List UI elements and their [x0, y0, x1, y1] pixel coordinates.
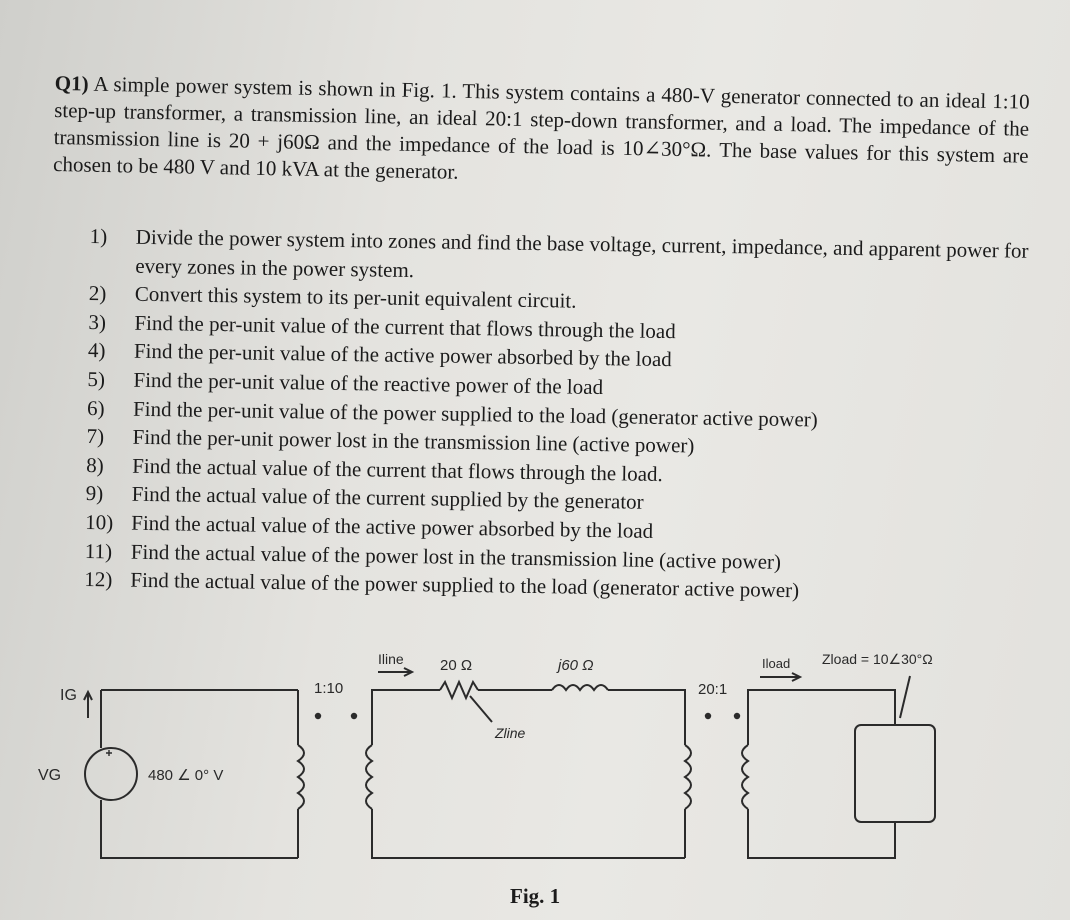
line-bottom-wire [372, 809, 685, 858]
t1-primary-dot [315, 713, 321, 719]
r-line-label: 20 Ω [440, 657, 473, 674]
t2-secondary-dot [734, 713, 740, 719]
item-text: Find the actual value of the power lost in the transmission line (active power) [130, 539, 782, 574]
zload-pointer [900, 676, 910, 718]
item-number: 9) [85, 481, 104, 506]
source-voltage-label: 480 ∠ 0° V [148, 767, 224, 784]
item-text: Find the per-unit power lost in the transmission line (active power) [132, 424, 695, 458]
item-number: 5) [87, 366, 106, 392]
load-impedance-box [855, 725, 935, 822]
resistor-icon [440, 682, 478, 698]
item-text: Find the per-unit value of the current that flows through the load [134, 310, 676, 343]
plus-icon [106, 750, 112, 756]
item-text: Find the per-unit value of the power supplied to the load (generator active power) [132, 396, 818, 432]
ig-label: IG [60, 687, 77, 704]
x-line-label: j60 Ω [558, 657, 594, 674]
line-top-wire-c [608, 690, 685, 745]
item-text: Find the per-unit value of the reactive power of the load [133, 367, 604, 400]
item-text: Find the actual value of the current supplied by the generator [131, 482, 644, 515]
t2-primary-coil-icon [685, 745, 691, 809]
item-number: 2) [88, 281, 107, 306]
t1-secondary-coil-icon [366, 745, 372, 809]
gen-bottom-wire [101, 800, 298, 858]
item-number: 11) [84, 538, 113, 563]
item-number: 1) [89, 223, 108, 249]
item-number: 4) [87, 338, 106, 363]
question-label: Q1) [54, 70, 89, 96]
item-number: 6) [86, 395, 105, 420]
item-number: 7) [86, 424, 105, 449]
t2-primary-dot [705, 713, 711, 719]
inductor-icon [552, 685, 608, 690]
figure-caption: Fig. 1 [510, 884, 561, 908]
item-number: 10) [85, 509, 114, 535]
generator-source-icon [85, 748, 137, 800]
item-text: Find the actual value of the power supplied to the load (generator active power) [130, 567, 800, 603]
zline-pointer [470, 696, 492, 722]
item-number: 12) [84, 567, 113, 592]
item-text: Find the per-unit value of the active power absorbed by the load [133, 339, 672, 372]
iline-label: Iline [378, 651, 404, 667]
item-number: 8) [85, 452, 104, 477]
item-text: Convert this system to its per-unit equivalent circuit. [134, 281, 577, 313]
t2-ratio-label: 20:1 [698, 681, 728, 698]
t2-secondary-coil-icon [742, 745, 748, 809]
question-text: A simple power system is shown in Fig. 1. This system contains a 480-V generator connected to an ideal 1:10 step-up transformer, a transmission line, an ideal 20:1 step-down transformer, and a load. The impedance of the transmission line is 20 + j60Ω and the impedance of the load is 10∠30°Ω. The base values for this system are chosen to be 480 V and 10 kVA at the generator. [52, 71, 1030, 184]
t1-primary-coil-icon [298, 745, 304, 809]
vg-label: VG [38, 767, 62, 784]
zload-label: Zload = 10∠30°Ω [822, 651, 933, 667]
item-text: Find the actual value of the active power absorbed by the load [131, 510, 654, 543]
t1-ratio-label: 1:10 [314, 680, 344, 697]
item-text: Find the actual value of the current that flows through the load. [131, 453, 663, 486]
line-top-wire-a [372, 690, 440, 745]
iload-label: Iload [762, 656, 791, 671]
load-bottom-wire [748, 809, 895, 858]
zline-label: Zline [495, 725, 526, 741]
item-number: 3) [88, 309, 107, 335]
item-text: Divide the power system into zones and find the base voltage, current, impedance, and apparent power for every zones in the power system. [135, 224, 1029, 282]
t1-secondary-dot [351, 713, 357, 719]
load-top-wire [748, 690, 895, 745]
